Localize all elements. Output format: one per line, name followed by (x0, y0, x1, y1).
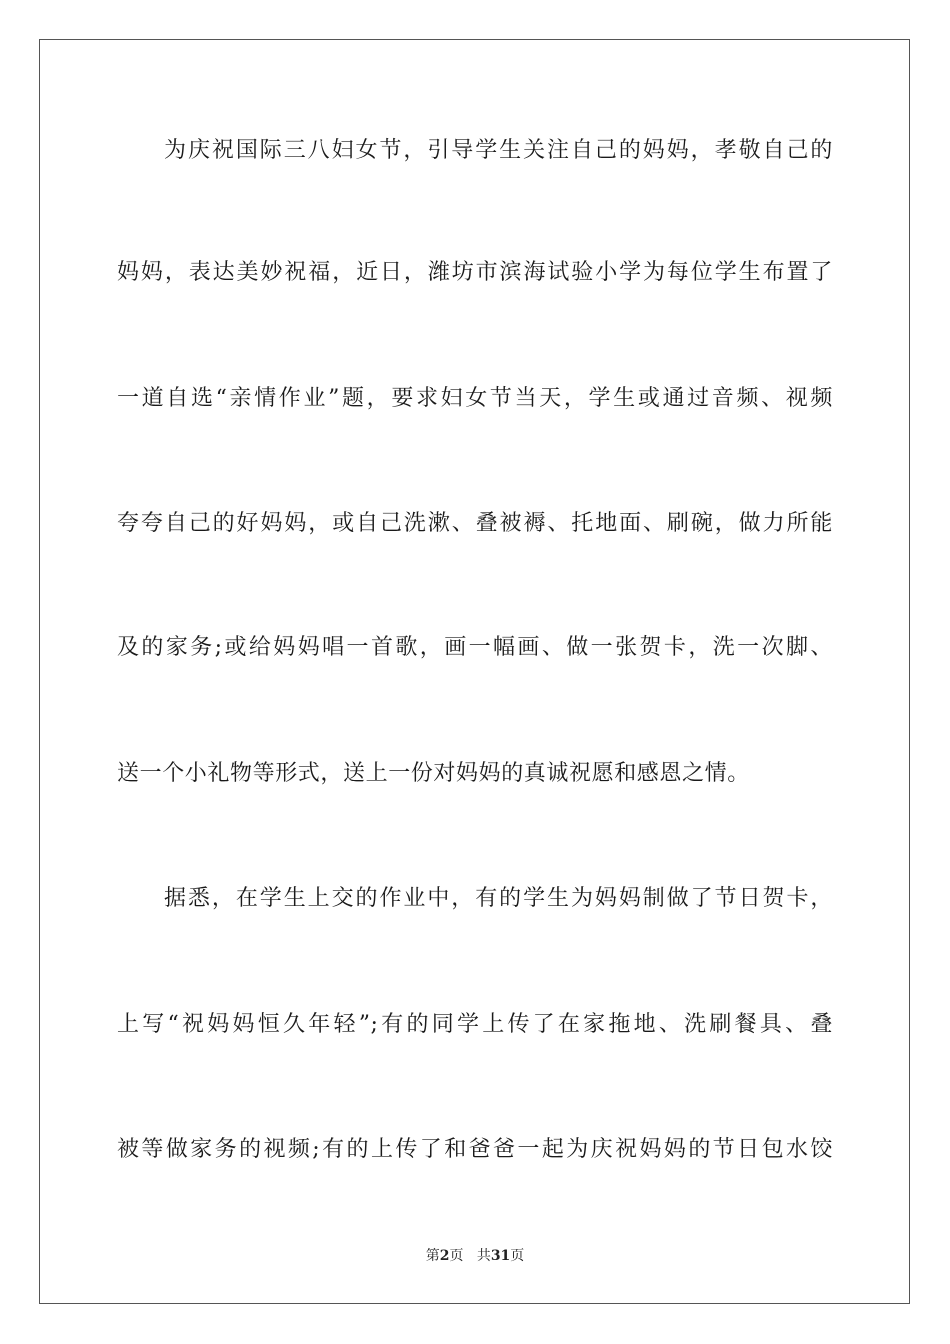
footer-total-pages: 31 (490, 1248, 511, 1264)
footer-total-prefix: 共 (476, 1248, 491, 1264)
paragraph-1-line-1: 为庆祝国际三八妇女节，引导学生关注自己的妈妈，孝敬自己的 (164, 138, 833, 163)
paragraph-2-line-3: 被等做家务的视频;有的上传了和爸爸一起为庆祝妈妈的节日包水饺 (117, 1137, 833, 1162)
paragraph-1-line-2: 妈妈，表达美妙祝福，近日，潍坊市滨海试验小学为每位学生布置了 (117, 260, 833, 285)
paragraph-1-line-4: 夸夸自己的好妈妈，或自己洗漱、叠被褥、托地面、刷碗，做力所能 (117, 511, 833, 536)
footer-page-prefix: 第 (425, 1248, 440, 1264)
footer-page-number: 2 (439, 1248, 450, 1264)
paragraph-1-line-5: 及的家务;或给妈妈唱一首歌，画一幅画、做一张贺卡，洗一次脚、 (117, 635, 833, 660)
page-border (39, 39, 910, 1304)
footer-total-suffix: 页 (510, 1248, 525, 1264)
paragraph-2-line-1: 据悉，在学生上交的作业中，有的学生为妈妈制做了节日贺卡， (164, 886, 833, 911)
page-footer (0, 1247, 950, 1265)
footer-page-suffix: 页 (449, 1248, 464, 1264)
paragraph-2-line-2: 上写“祝妈妈恒久年轻”;有的同学上传了在家拖地、洗刷餐具、叠 (117, 1012, 833, 1037)
paragraph-1-line-6: 送一个小礼物等形式，送上一份对妈妈的真诚祝愿和感恩之情。 (117, 761, 750, 786)
paragraph-1-line-3: 一道自选“亲情作业”题，要求妇女节当天，学生或通过音频、视频 (117, 386, 833, 411)
